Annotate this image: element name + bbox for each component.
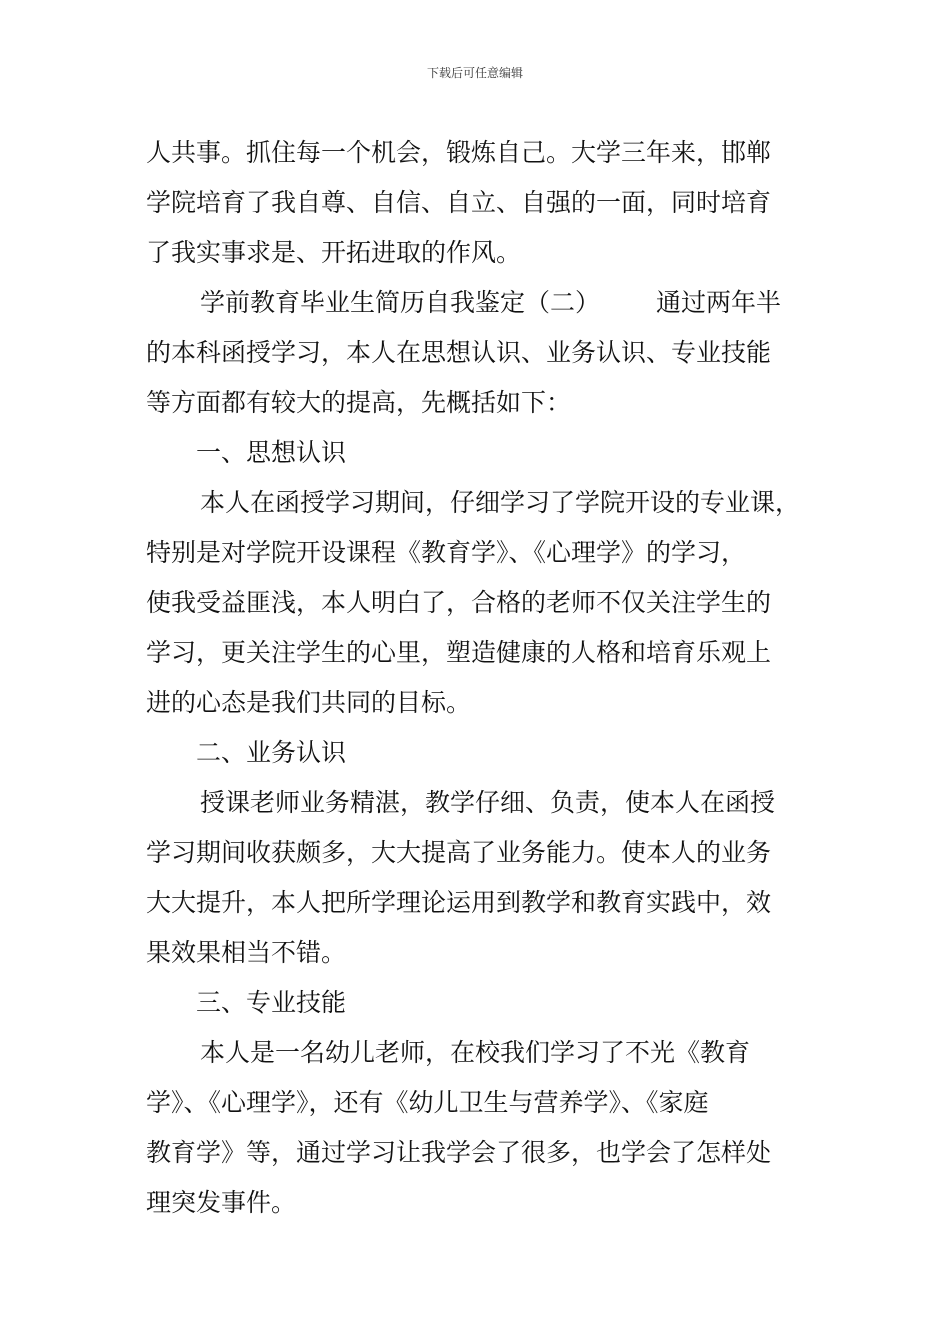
text-fragment: 通过两年半 bbox=[656, 288, 782, 317]
text-line: 学习期间收获颇多，大大提高了业务能力。使本人的业务 bbox=[146, 838, 772, 867]
subheading: 二、业务认识 bbox=[196, 738, 347, 767]
text-line: 理突发事件。 bbox=[146, 1188, 297, 1217]
text-line: 本人在函授学习期间，仔细学习了学院开设的专业课， bbox=[200, 488, 801, 517]
subheading: 一、思想认识 bbox=[196, 438, 347, 467]
text-line: 进的心态是我们共同的目标。 bbox=[146, 688, 472, 717]
text-line: 学院培育了我自尊、自信、自立、自强的一面，同时培育 bbox=[146, 188, 772, 217]
document-body bbox=[146, 128, 826, 1228]
text-line: 大大提升，本人把所学理论运用到教学和教育实践中，效 bbox=[146, 888, 772, 917]
text-line: 果效果相当不错。 bbox=[146, 938, 347, 967]
text-line: 特别是对学院开设课程《教育学》、《心理学》的学习， bbox=[146, 538, 747, 567]
text-line: 等方面都有较大的提高，先概括如下： bbox=[146, 388, 572, 417]
subheading: 三、专业技能 bbox=[196, 988, 347, 1017]
text-line: 了我实事求是、开拓进取的作风。 bbox=[146, 238, 522, 267]
text-line: 教育学》等，通过学习让我学会了很多，也学会了怎样处 bbox=[146, 1138, 772, 1167]
text-line: 人共事。抓住每一个机会，锻炼自己。大学三年来，邯郸 bbox=[146, 138, 772, 167]
header-note: 下载后可任意编辑 bbox=[426, 66, 523, 80]
text-line: 的本科函授学习，本人在思想认识、业务认识、专业技能 bbox=[146, 338, 772, 367]
section-title-line bbox=[146, 278, 826, 328]
section-title: 学前教育毕业生简历自我鉴定（二） bbox=[200, 288, 601, 317]
text-line: 学习，更关注学生的心里，塑造健康的人格和培育乐观上 bbox=[146, 638, 772, 667]
text-line: 本人是一名幼儿老师，在校我们学习了不光《教育 bbox=[200, 1038, 751, 1067]
text-line: 学》、《心理学》，还有《幼儿卫生与营养学》、《家庭 bbox=[146, 1088, 709, 1117]
text-line: 授课老师业务精湛，教学仔细、负责，使本人在函授 bbox=[200, 788, 776, 817]
text-line: 使我受益匪浅，本人明白了，合格的老师不仅关注学生的 bbox=[146, 588, 772, 617]
